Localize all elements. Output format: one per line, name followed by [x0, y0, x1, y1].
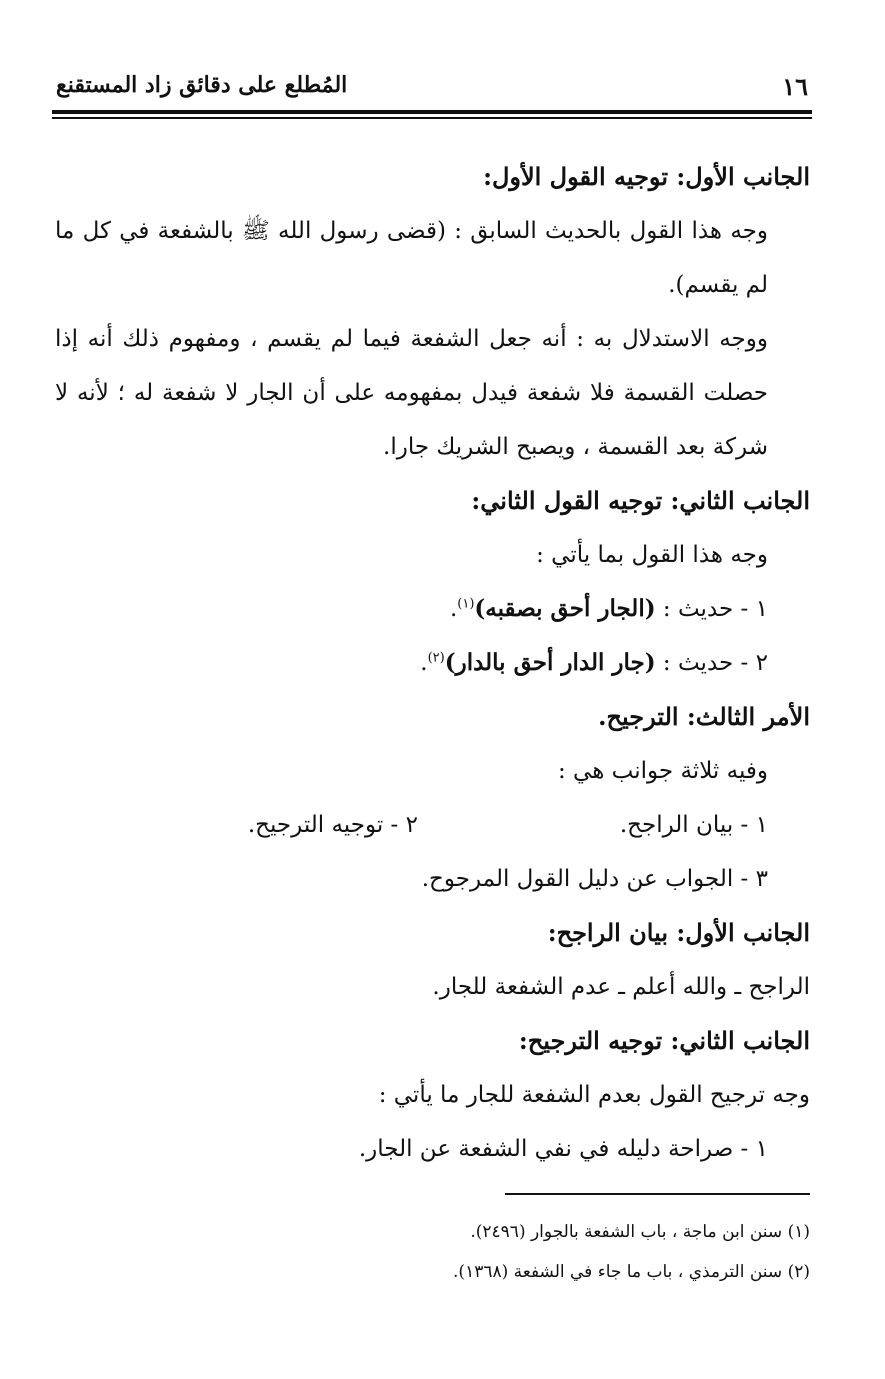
paragraph: وجه هذا القول بالحديث السابق : (قضى رسول الله ﷺ بالشفعة في كل ما لم يقسم). [55, 218, 768, 298]
hadith-quote: (الجار أحق بصقبه) [474, 595, 656, 622]
running-header [52, 72, 812, 106]
section-heading: الجانب الأول: توجيه القول الأول: [483, 162, 810, 191]
header-rule-thick [52, 110, 812, 114]
list-item-prefix: ٢ - حديث : [655, 650, 768, 676]
main-text [55, 150, 810, 1176]
paragraph: وجه ترجيح القول بعدم الشفعة للجار ما يأتي : [378, 1082, 810, 1108]
section-heading: الأمر الثالث: الترجيح. [598, 702, 810, 731]
list-item-end: . [420, 650, 428, 676]
page-number: ١٦ [782, 72, 808, 101]
list-item-end: . [449, 596, 458, 622]
list-item: ٣ - الجواب عن دليل القول المرجوح. [421, 866, 768, 892]
list-item: ١ - صراحة دليله في نفي الشفعة عن الجار. [358, 1136, 768, 1162]
list-item: ٢ - توجيه الترجيح. [247, 812, 418, 838]
paragraph: وجه هذا القول بما يأتي : [536, 542, 768, 568]
list-row [55, 798, 810, 852]
footnote-separator [505, 1193, 810, 1195]
header-rule-thin [52, 117, 812, 119]
list-item: ١ - بيان الراجح. [619, 812, 768, 838]
section-heading: الجانب الثاني: توجيه الترجيح: [518, 1026, 810, 1055]
footnote: (٢) سنن الترمذي ، باب ما جاء في الشفعة (١٣٦٨). [453, 1262, 810, 1282]
footnote: (١) سنن ابن ماجة ، باب الشفعة بالجوار (٢٤٩٦). [470, 1222, 810, 1242]
paragraph: ووجه الاستدلال به : أنه جعل الشفعة فيما لم يقسم ، ومفهوم ذلك أنه إذا حصلت القسمة فلا شفعة فيدل بمفهومه على أن الجار لا شفعة له ؛ لأنه لا شركة بعد القسمة ، ويصبح الشريك جارا. [55, 326, 768, 460]
section-heading: الجانب الثاني: توجيه القول الثاني: [471, 486, 810, 515]
book-title: المُطلع على دقائق زاد المستقنع [56, 72, 348, 98]
hadith-quote: (جار الدار أحق بالدار) [444, 649, 656, 676]
paragraph: الراجح ـ والله أعلم ـ عدم الشفعة للجار. [432, 974, 810, 1000]
list-item [55, 636, 810, 690]
list-item [55, 582, 810, 636]
list-item-prefix: ١ - حديث : [655, 596, 768, 622]
footnote-marker: (٢) [427, 650, 445, 666]
footnote-marker: (١) [457, 596, 475, 612]
section-heading: الجانب الأول: بيان الراجح: [547, 918, 810, 947]
footnotes [55, 1212, 810, 1292]
paragraph: وفيه ثلاثة جوانب هي : [558, 758, 768, 784]
